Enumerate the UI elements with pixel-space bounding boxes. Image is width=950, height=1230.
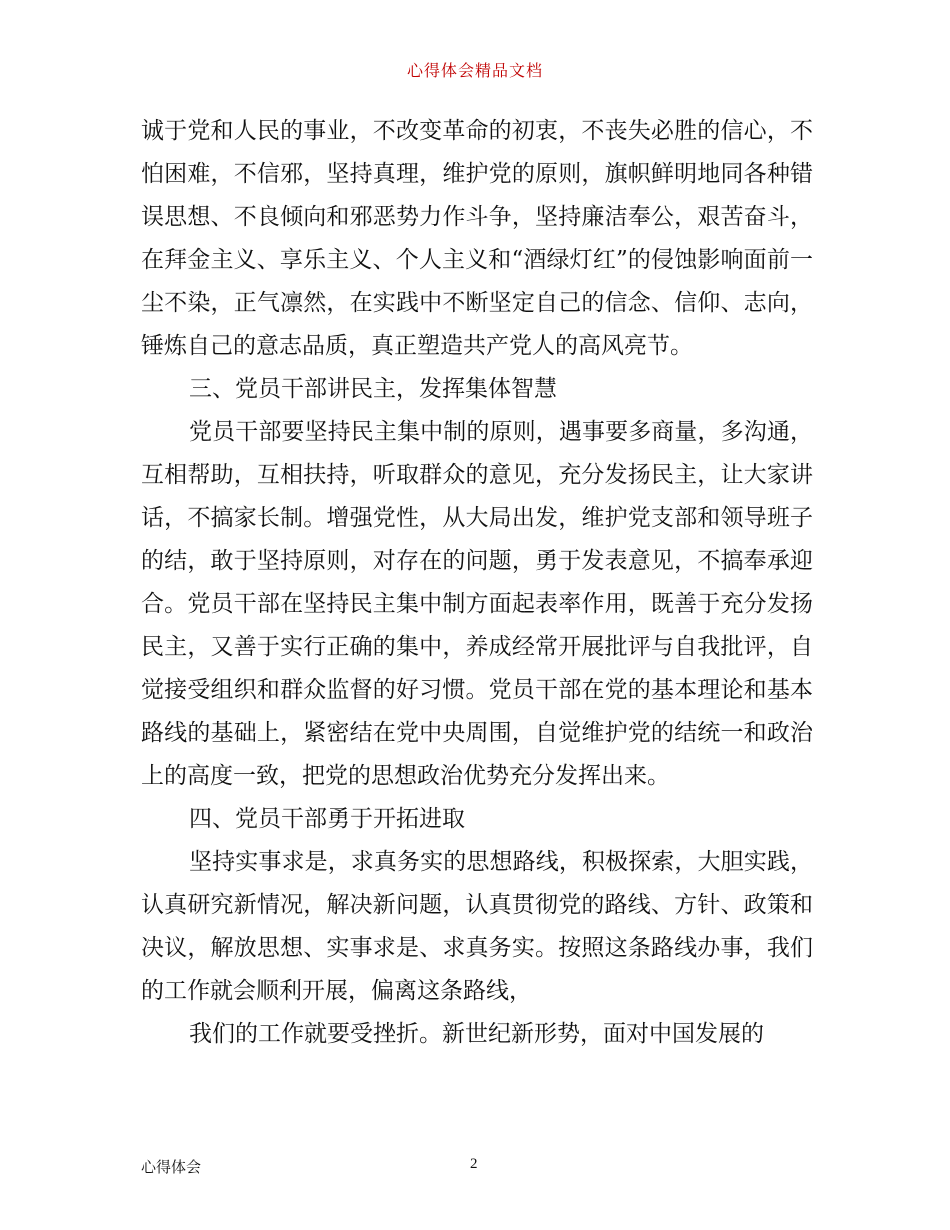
section-heading-3: 三、党员干部讲民主，发挥集体智慧 — [189, 376, 557, 402]
footer-label: 心得体会 — [141, 1158, 202, 1176]
document-header-title: 心得体会精品文档 — [406, 61, 543, 80]
section-heading-4: 四、党员干部勇于开拓进取 — [189, 806, 465, 832]
document-body — [141, 110, 813, 1056]
paragraph-2: 党员干部要坚持民主集中制的原则，遇事要多商量，多沟通，互相帮助，互相扶持，听取群众的意见，充分发扬民主，让大家讲话，不搞家长制。增强党性，从大局出发，维护党支部和领导班子的结，敢于坚持原则，对存在的问题，勇于发表意见，不搞奉承迎合。党员干部在坚持民主集中制方面起表率作用，既善于充分发扬民主，又善于实行正确的集中，养成经常开展批评与自我批评，自觉接受组织和群众监督的好习惯。党员干部在党的基本理论和基本路线的基础上，紧密结在党中央周围，自觉维护党的结统一和政治上的高度一致，把党的思想政治优势充分发挥出来。 — [141, 419, 813, 789]
paragraph-1: 诚于党和人民的事业，不改变革命的初衷，不丧失必胜的信心，不怕困难，不信邪，坚持真理，维护党的原则，旗帜鲜明地同各种错误思想、不良倾向和邪恶势力作斗争，坚持廉洁奉公，艰苦奋斗，在拜金主义、享乐主义、个人主义和“酒绿灯红”的侵蚀影响面前一尘不染，正气凛然，在实践中不断坚定自己的信念、信仰、志向，锤炼自己的意志品质，真正塑造共产党人的高风亮节。 — [141, 118, 813, 359]
paragraph-4: 我们的工作就要受挫折。新世纪新形势，面对中国发展的 — [189, 1021, 764, 1047]
page-number: 2 — [470, 1156, 478, 1172]
paragraph-3: 坚持实事求是，求真务实的思想路线，积极探索，大胆实践，认真研究新情况，解决新问题，认真贯彻党的路线、方针、政策和决议，解放思想、实事求是、求真务实。按照这条路线办事，我们的工作就会顺利开展，偏离这条路线， — [141, 849, 813, 1004]
